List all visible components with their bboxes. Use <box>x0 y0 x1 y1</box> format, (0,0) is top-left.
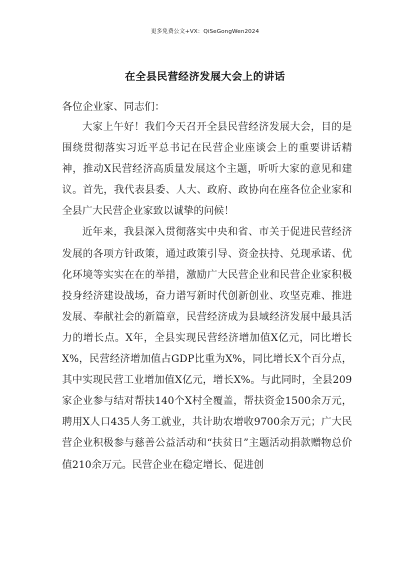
header-note: 更多免费公文+VX：QiSeGongWen2024 <box>150 29 260 35</box>
paragraph: 大家上午好！我们今天召开全县民营经济发展大会，目的是围绕贯彻落实习近平总书记在民营企业座谈会上的重要讲话精神，推动X民营经济高质量发展这个主题，听听大家的意见和建议。首先，我代表县委、人大、政府、政协向在座各位企业家和全县广大民营企业家致以诚挚的问候！ <box>62 122 352 218</box>
document-title: 在全县民营经济发展大会上的讲话 <box>124 71 286 83</box>
body-text <box>62 117 352 476</box>
salutation: 各位企业家、同志们： <box>62 101 165 113</box>
paragraph: 近年来，我县深入贯彻落实中央和省、市关于促进民营经济发展的各项方针政策，通过政策引导、资金扶持、兑现承诺、优化环境等实实在在的举措，激励广大民营企业和民营企业家积极投身经济建设战场，奋力谱写新时代创新创业、攻坚克难、推进发展、奉献社会的新篇章，民营经济成为县域经济发展中最具活力的增长点。X年，全县实现民营经济增加值X亿元，同比增长X%，民营经济增加值占GDP比重为X%，同比增长X个百分点，其中实现民营工业增加值X亿元，增长X%。与此同时，全县209家企业参与结对帮扶140个X村全覆盖，帮扶资金1500余万元，聘用X人口435人务工就业，共计助农增收9700余万元；广大民营企业积极参与慈善公益活动和“扶贫日”主题活动捐款赠物总价值210余万元。民营企业在稳定增长、促进创 <box>62 227 352 471</box>
